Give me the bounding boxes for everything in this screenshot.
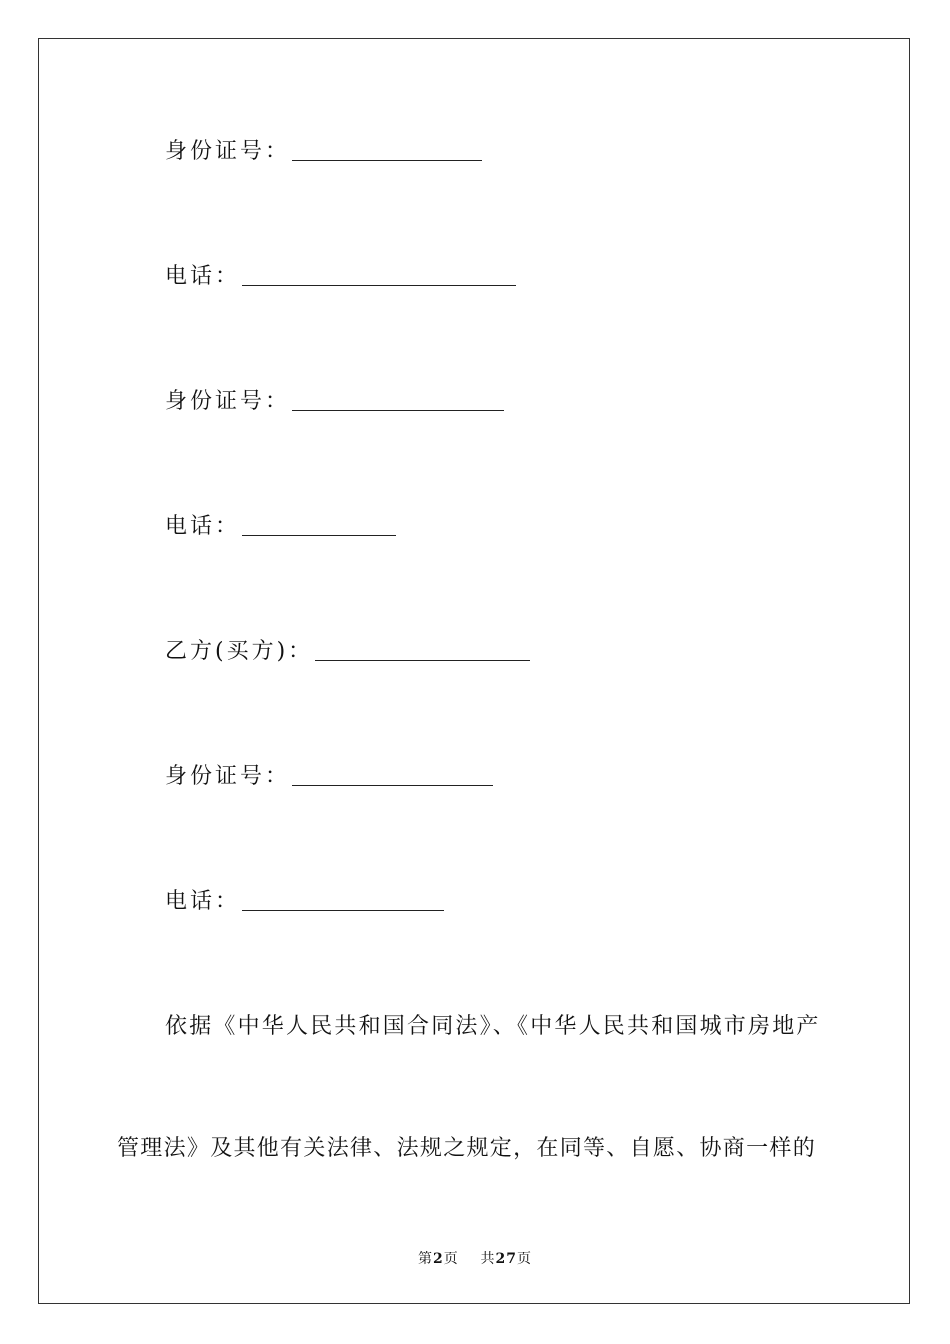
- phone-field-3: [165, 887, 444, 917]
- id-number-field-1: [165, 137, 482, 167]
- field-label: 身份证号：: [165, 389, 291, 414]
- total-suffix: 页: [517, 1251, 533, 1267]
- field-label: 身份证号：: [165, 139, 291, 164]
- field-blank: [242, 517, 396, 536]
- page-prefix: 第: [417, 1251, 433, 1267]
- field-blank: [292, 767, 493, 786]
- phone-field-1: [165, 262, 516, 292]
- phone-field-2: [165, 512, 396, 542]
- field-label: 电话：: [165, 264, 241, 289]
- page-suffix: 页: [443, 1251, 459, 1267]
- id-number-field-2: [165, 387, 504, 417]
- field-label: 电话：: [165, 889, 241, 914]
- field-blank: [242, 267, 516, 286]
- page-number: 2: [432, 1251, 444, 1267]
- total-pages: 27: [495, 1251, 518, 1267]
- field-blank: [292, 392, 504, 411]
- field-label: 身份证号：: [165, 764, 291, 789]
- field-label: 乙方(买方)：: [165, 639, 314, 664]
- field-label: 电话：: [165, 514, 241, 539]
- page-footer: [0, 1248, 950, 1268]
- id-number-field-3: [165, 762, 493, 792]
- party-b-buyer-field: [165, 637, 530, 667]
- paragraph-line-1: 依据《中华人民共和国合同法》、《中华人民共和国城市房地产: [165, 1014, 821, 1039]
- paragraph-line-2: 管理法》及其他有关法律、法规之规定，在同等、自愿、协商一样的: [117, 1136, 817, 1161]
- field-blank: [242, 892, 444, 911]
- page-frame: [38, 38, 910, 1304]
- field-blank: [292, 142, 482, 161]
- total-prefix: 共: [480, 1251, 496, 1267]
- field-blank: [315, 642, 530, 661]
